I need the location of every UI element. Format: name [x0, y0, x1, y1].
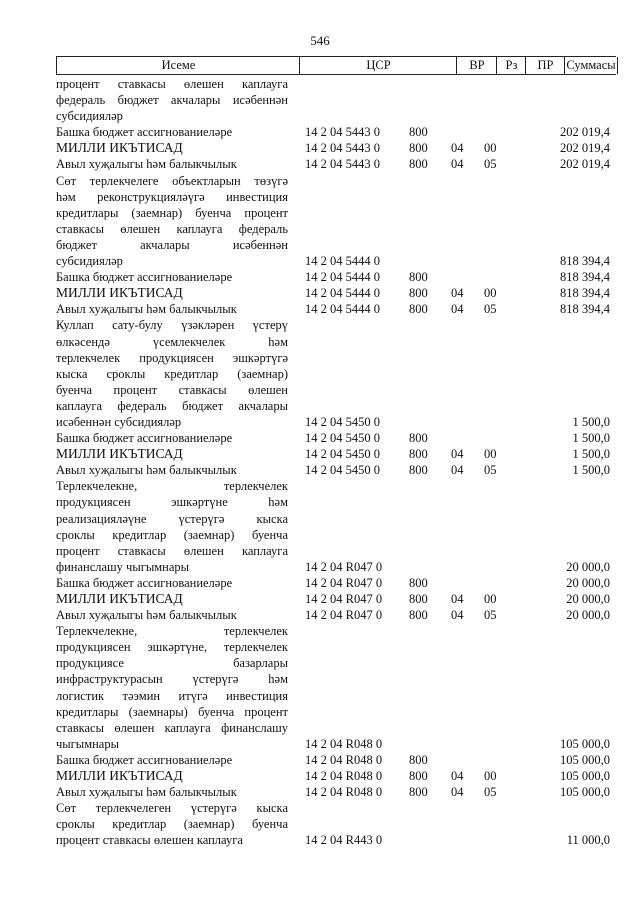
row-csr: 14 2 04 R048 0: [305, 736, 383, 751]
row-sum: 1 500,0: [572, 414, 610, 429]
row-sum: 202 019,4: [560, 141, 610, 156]
table-row: [56, 623, 616, 752]
row-csr: 14 2 04 5444 0: [305, 286, 380, 301]
row-name-line: процент ставкасы өлешен каплауга: [56, 833, 243, 848]
row-sum: 20 000,0: [566, 575, 610, 590]
row-vr: 800: [409, 270, 428, 285]
table-row: [56, 768, 616, 784]
row-sum: 818 394,4: [560, 286, 610, 301]
row-sum: 20 000,0: [566, 592, 610, 606]
row-vr: 800: [409, 785, 428, 800]
row-vr: 800: [409, 463, 428, 478]
row-rz: 04: [451, 463, 464, 478]
row-name: [56, 140, 288, 156]
table-row: [56, 462, 616, 478]
table-row: [56, 140, 616, 156]
row-pr: 00: [484, 447, 497, 462]
row-name-line: процент ставкасы өлешен каплауга: [56, 77, 288, 91]
row-name: [56, 752, 288, 768]
row-rz: 04: [451, 447, 464, 462]
row-rz: 04: [451, 608, 464, 623]
row-name-line: сроклы кредитлар (заемнар) буенча: [56, 527, 288, 542]
row-name: [56, 800, 288, 848]
table-row: [56, 784, 616, 800]
row-name-line: Башка бюджет ассигнованиеләре: [56, 431, 233, 446]
row-sum: 105 000,0: [560, 769, 610, 784]
row-name: [56, 623, 288, 752]
column-header-rz: Рз: [496, 57, 526, 74]
row-name-line: Терлекчелекне, терлекчелек: [56, 479, 288, 494]
row-csr: 14 2 04 5444 0: [305, 302, 380, 317]
row-name-line: өлкәсендә үсемлекчелек һәм: [56, 334, 288, 349]
row-vr: 800: [409, 575, 428, 590]
row-name-line: Сөт терлекчелеге объектларын төзүгә: [56, 173, 288, 188]
row-name: [56, 478, 288, 575]
row-name-line: каплауга федераль бюджет акчалары: [56, 398, 288, 413]
column-header-name: Исеме: [56, 57, 300, 74]
row-csr: 14 2 04 R047 0: [305, 575, 383, 590]
row-rz: 04: [451, 785, 464, 800]
row-name-line: финанслашу чыгымнары: [56, 559, 190, 574]
row-name-line: субсидияләр: [56, 109, 123, 124]
row-name: [56, 784, 288, 800]
row-vr: 800: [409, 592, 428, 606]
row-vr: 800: [409, 157, 428, 172]
row-name-line: Авыл хуҗалыгы һәм балыкчылык: [56, 785, 237, 800]
table-row: [56, 156, 616, 172]
column-header-pr: ПР: [525, 57, 565, 74]
row-vr: 800: [409, 125, 428, 140]
row-name-line: Сөт терлекчелеген үстерүгә кыска: [56, 801, 288, 816]
row-name-line: Авыл хуҗалыгы һәм балыкчылык: [56, 157, 237, 172]
row-name-line: МИЛЛИ ИКЪТИСАД: [56, 591, 183, 606]
row-csr: 14 2 04 5444 0: [305, 270, 380, 285]
row-name-line: ставкасы өлешен каплауга федераль: [56, 221, 288, 236]
table-row: [56, 607, 616, 623]
row-name-line: кыска сроклы кредитлар (заемнар): [56, 366, 288, 381]
row-name-line: Авыл хуҗалыгы һәм балыкчылык: [56, 608, 237, 623]
row-sum: 1 500,0: [572, 431, 610, 446]
row-sum: 105 000,0: [560, 736, 610, 751]
row-rz: 04: [451, 141, 464, 156]
row-name-line: Башка бюджет ассигнованиеләре: [56, 575, 233, 590]
row-rz: 04: [451, 286, 464, 301]
row-pr: 05: [484, 157, 497, 172]
row-vr: 800: [409, 769, 428, 784]
row-sum: 105 000,0: [560, 752, 610, 767]
row-name: [56, 124, 288, 140]
row-pr: 05: [484, 302, 497, 317]
row-vr: 800: [409, 447, 428, 462]
row-name-line: чыгымнары: [56, 736, 120, 751]
row-vr: 800: [409, 141, 428, 156]
row-name-line: МИЛЛИ ИКЪТИСАД: [56, 768, 183, 784]
row-name-line: субсидияләр: [56, 254, 123, 269]
row-rz: 04: [451, 157, 464, 172]
row-name: [56, 317, 288, 430]
table-row: [56, 478, 616, 575]
row-name-line: МИЛЛИ ИКЪТИСАД: [56, 446, 183, 462]
row-name-line: федераль бюджет акчалары исәбеннән: [56, 93, 288, 108]
row-name-line: продукциясен эшкәртүне һәм: [56, 495, 288, 510]
row-name-line: продукциясен эшкәртүне, терлекчелек: [56, 640, 288, 655]
row-vr: 800: [409, 286, 428, 301]
row-name: [56, 301, 288, 317]
table-row: [56, 124, 616, 140]
row-csr: 14 2 04 5443 0: [305, 157, 380, 172]
row-csr: 14 2 04 5450 0: [305, 414, 380, 429]
row-name-line: һәм реконструкцияләүгә инвестиция: [56, 189, 288, 204]
row-name-line: продукциясе базарлары: [56, 656, 288, 671]
table-row: [56, 575, 616, 591]
row-name-line: ставкасы өлешен каплауга финанслашу: [56, 720, 288, 735]
table-row: [56, 76, 616, 124]
row-name-line: Авыл хуҗалыгы һәм балыкчылык: [56, 302, 237, 317]
row-sum: 20 000,0: [566, 608, 610, 623]
row-vr: 800: [409, 431, 428, 446]
column-header-sum: Суммасы: [564, 57, 618, 74]
row-name-line: Башка бюджет ассигнованиеләре: [56, 752, 233, 767]
table-body: [56, 76, 616, 849]
table-row: [56, 173, 616, 270]
row-name-line: МИЛЛИ ИКЪТИСАД: [56, 285, 183, 301]
row-name-line: бюджет акчалары исәбеннән: [56, 237, 288, 252]
row-name-line: МИЛЛИ ИКЪТИСАД: [56, 140, 183, 156]
row-name-line: Куллап сату-булу үзәкләрен үстерү: [56, 318, 288, 333]
table-row: [56, 301, 616, 317]
row-vr: 800: [409, 752, 428, 767]
row-pr: 00: [484, 141, 497, 156]
row-csr: 14 2 04 R047 0: [305, 559, 383, 574]
row-rz: 04: [451, 769, 464, 784]
row-vr: 800: [409, 302, 428, 317]
row-sum: 20 000,0: [566, 559, 610, 574]
row-name-line: процент ставкасы өлешен каплауга: [56, 543, 288, 558]
row-name-line: буенча процент ставкасы өлешен: [56, 382, 288, 397]
row-pr: 05: [484, 608, 497, 623]
table-row: [56, 317, 616, 430]
table-row: [56, 285, 616, 301]
row-name: [56, 76, 288, 124]
row-pr: 00: [484, 592, 497, 606]
row-name: [56, 156, 288, 172]
row-name-line: Терлекчелекне, терлекчелек: [56, 624, 288, 639]
row-name-line: Башка бюджет ассигнованиеләре: [56, 125, 233, 140]
table-row: [56, 800, 616, 848]
row-csr: 14 2 04 5443 0: [305, 141, 380, 156]
row-csr: 14 2 04 R048 0: [305, 752, 383, 767]
row-pr: 05: [484, 463, 497, 478]
row-name: [56, 607, 288, 623]
row-name-line: Авыл хуҗалыгы һәм балыкчылык: [56, 463, 237, 478]
row-pr: 00: [484, 286, 497, 301]
row-name: [56, 446, 288, 462]
row-sum: 202 019,4: [560, 157, 610, 172]
table-row: [56, 269, 616, 285]
row-csr: 14 2 04 5450 0: [305, 447, 380, 462]
row-sum: 1 500,0: [572, 447, 610, 462]
row-csr: 14 2 04 5444 0: [305, 254, 380, 269]
row-name: [56, 173, 288, 270]
row-pr: 00: [484, 769, 497, 784]
row-name: [56, 285, 288, 301]
table-row: [56, 591, 616, 607]
table-row: [56, 430, 616, 446]
row-name-line: сроклы кредитлар (заемнар) буенча: [56, 817, 288, 832]
row-name: [56, 430, 288, 446]
row-name: [56, 462, 288, 478]
table-row: [56, 752, 616, 768]
row-rz: 04: [451, 592, 464, 606]
page-number: 546: [310, 33, 330, 48]
row-sum: 105 000,0: [560, 785, 610, 800]
row-csr: 14 2 04 R048 0: [305, 769, 383, 784]
row-name-line: реализацияләүне үстерүгә кыска: [56, 511, 288, 526]
row-csr: 14 2 04 5450 0: [305, 463, 380, 478]
row-sum: 818 394,4: [560, 270, 610, 285]
row-name: [56, 591, 288, 607]
row-rz: 04: [451, 302, 464, 317]
row-sum: 1 500,0: [572, 463, 610, 478]
row-name: [56, 768, 288, 784]
row-pr: 05: [484, 785, 497, 800]
row-csr: 14 2 04 R443 0: [305, 833, 383, 848]
column-header-csr: ЦСР: [299, 57, 457, 74]
row-sum: 818 394,4: [560, 254, 610, 269]
row-name-line: кредитлары (заемнары) буенча процент: [56, 704, 288, 719]
row-csr: 14 2 04 5450 0: [305, 431, 380, 446]
row-name-line: Башка бюджет ассигнованиеләре: [56, 270, 233, 285]
table-header: [56, 56, 616, 75]
row-name: [56, 575, 288, 591]
row-sum: 202 019,4: [560, 125, 610, 140]
row-sum: 11 000,0: [566, 833, 610, 848]
column-header-vr: ВР: [456, 57, 497, 74]
row-sum: 818 394,4: [560, 302, 610, 317]
row-csr: 14 2 04 R047 0: [305, 608, 383, 623]
row-name-line: инфраструктурасын үстерүгә һәм: [56, 672, 288, 687]
row-name-line: терлекчелек продукциясен эшкәртүгә: [56, 350, 288, 365]
row-name: [56, 269, 288, 285]
table-row: [56, 446, 616, 462]
row-name-line: кредитлары (заемнар) буенча процент: [56, 205, 288, 220]
row-csr: 14 2 04 R048 0: [305, 785, 383, 800]
row-csr: 14 2 04 R047 0: [305, 592, 383, 606]
row-name-line: исәбеннән субсидияләр: [56, 414, 182, 429]
row-vr: 800: [409, 608, 428, 623]
row-name-line: логистик тәэмин итүгә инвестиция: [56, 688, 288, 703]
row-csr: 14 2 04 5443 0: [305, 125, 380, 140]
